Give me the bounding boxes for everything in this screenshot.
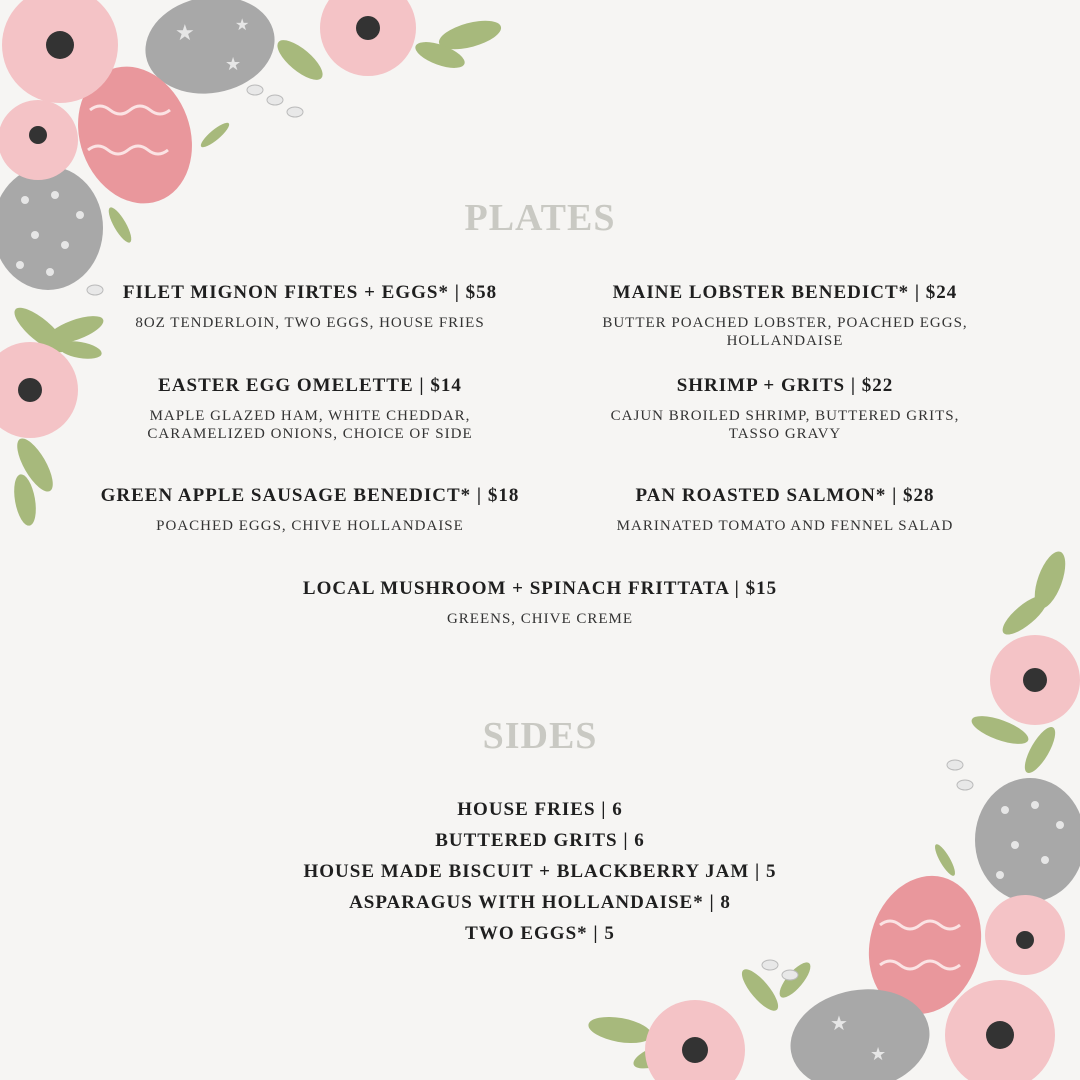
side-item: TWO EGGS* | 5: [465, 923, 615, 944]
desc-line: TASSO GRAVY: [728, 426, 842, 442]
desc-line: HOLLANDAISE: [726, 333, 844, 349]
flower-icon: [645, 1000, 745, 1080]
menu-item-easter-omelette: [80, 375, 540, 443]
plates-section-title: PLATES: [464, 197, 616, 239]
item-name: PAN ROASTED SALMON* | $28: [635, 485, 935, 506]
flower-icon: [945, 980, 1055, 1080]
desc-line: GREENS, CHIVE CREME: [446, 611, 634, 627]
desc-line: 8OZ TENDERLOIN, TWO EGGS, HOUSE FRIES: [135, 315, 485, 331]
svg-text:★: ★: [225, 54, 242, 74]
item-description: [80, 314, 540, 332]
flower-icon: [0, 100, 78, 180]
flower-icon: [0, 342, 78, 438]
item-name: LOCAL MUSHROOM + SPINACH FRITTATA | $15: [302, 578, 778, 599]
floral-decoration-top-left: [0, 0, 520, 530]
item-description: [555, 407, 1015, 443]
menu-item-shrimp-grits: [555, 375, 1015, 443]
desc-line: POACHED EGGS, CHIVE HOLLANDAISE: [156, 518, 464, 534]
side-item: BUTTERED GRITS | 6: [435, 830, 645, 851]
desc-line: MARINATED TOMATO AND FENNEL SALAD: [616, 518, 954, 534]
sides-section-title: SIDES: [482, 715, 598, 757]
menu-item-lobster-benedict: [555, 282, 1015, 350]
side-item: HOUSE FRIES | 6: [457, 799, 623, 820]
item-description: [190, 610, 890, 628]
menu-item-filet-mignon: [80, 282, 540, 332]
item-name: MAINE LOBSTER BENEDICT* | $24: [612, 282, 958, 303]
flower-icon: [990, 635, 1080, 725]
svg-text:★: ★: [175, 20, 195, 45]
sides-list: [0, 794, 1080, 949]
menu-item-mushroom-frittata: [190, 578, 890, 628]
desc-line: CAJUN BROILED SHRIMP, BUTTERED GRITS,: [610, 408, 960, 424]
item-name: SHRIMP + GRITS | $22: [676, 375, 894, 396]
svg-text:★: ★: [235, 17, 250, 34]
item-name: GREEN APPLE SAUSAGE BENEDICT* | $18: [100, 485, 520, 506]
desc-line: BUTTER POACHED LOBSTER, POACHED EGGS,: [602, 315, 968, 331]
item-description: [555, 314, 1015, 350]
item-name: FILET MIGNON FIRTES + EGGS* | $58: [122, 282, 498, 303]
menu-item-pan-roasted-salmon: [555, 485, 1015, 535]
item-description: [80, 517, 540, 535]
side-item: HOUSE MADE BISCUIT + BLACKBERRY JAM | 5: [303, 861, 777, 882]
item-description: [555, 517, 1015, 535]
svg-text:★: ★: [870, 1044, 887, 1064]
desc-line: CARAMELIZED ONIONS, CHOICE OF SIDE: [147, 426, 473, 442]
svg-text:★: ★: [830, 1013, 848, 1035]
item-name: EASTER EGG OMELETTE | $14: [158, 375, 462, 396]
side-item: ASPARAGUS WITH HOLLANDAISE* | 8: [349, 892, 731, 913]
item-description: [80, 407, 540, 443]
menu-item-green-apple-benedict: [80, 485, 540, 535]
desc-line: MAPLE GLAZED HAM, WHITE CHEDDAR,: [149, 408, 471, 424]
flower-icon: [320, 0, 416, 76]
